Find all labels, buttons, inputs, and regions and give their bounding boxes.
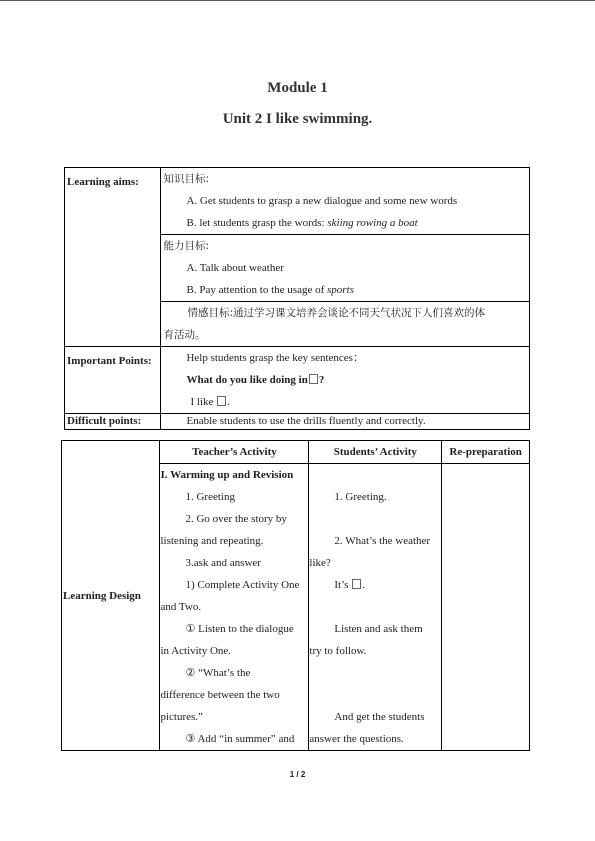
aims-table (64, 167, 530, 430)
student-line (309, 596, 441, 618)
student-line: Listen and ask them (334, 623, 423, 635)
student-line (309, 662, 441, 684)
page-number: 1 / 2 (289, 770, 306, 779)
important-points (161, 347, 530, 414)
ability-aims (161, 235, 530, 302)
teacher-activity-cell (160, 464, 309, 751)
student-line (309, 464, 441, 486)
learning-aims-label: Learning aims: (65, 168, 161, 347)
design-table (61, 440, 530, 751)
student-line: try to follow. (309, 645, 367, 657)
important-line-2: What do you like doing in ? (186, 374, 325, 386)
emotion-line-1: 情感目标:通过学习课文培养会谈论不同天气状况下人们喜欢的体 (187, 307, 486, 319)
student-line (309, 684, 441, 706)
important-line-3: I like . (190, 396, 230, 408)
teacher-line: ② “What’s the (185, 667, 251, 679)
student-line: 1. Greeting. (334, 491, 387, 503)
re-preparation-header: Re-preparation (442, 441, 530, 464)
knowledge-title: 知识目标: (163, 173, 210, 185)
teacher-line: ③ Add “in summer” and (185, 733, 295, 745)
ability-a: A. Talk about weather (186, 262, 284, 274)
important-line-1: Help students grasp the key sentences： (186, 352, 364, 364)
emotion-line-2: 育活动。 (163, 329, 206, 341)
teacher-line: and Two. (160, 601, 202, 613)
teacher-line: in Activity One. (160, 645, 232, 657)
teacher-line: I. Warming up and Revision (160, 469, 294, 481)
ability-title: 能力目标: (163, 240, 210, 252)
teacher-line: 3.ask and answer (185, 557, 261, 569)
module-title: Module 1 (267, 80, 328, 96)
knowledge-b-words: skiing rowing a boat (327, 217, 418, 229)
emotion-aims (161, 302, 530, 347)
student-line: It’s . (334, 579, 365, 591)
knowledge-aims (161, 168, 530, 235)
teacher-line: listening and repeating. (160, 535, 264, 547)
teacher-activity-header: Teacher’s Activity (160, 441, 309, 464)
teacher-line: pictures.” (160, 711, 203, 723)
re-preparation-cell (442, 464, 530, 751)
difficult-points-label: Difficult points: (65, 414, 161, 430)
knowledge-b: B. let students grasp the words: skiing rowing a boat (186, 217, 418, 229)
learning-design-label: Learning Design (62, 441, 160, 751)
ability-b-word: sports (327, 284, 354, 296)
student-line: answer the questions. (309, 733, 404, 745)
teacher-line: ① Listen to the dialogue (185, 623, 294, 635)
top-rule (0, 0, 595, 1)
student-line: 2. What’s the weather (334, 535, 431, 547)
teacher-line: 2. Go over the story by (185, 513, 287, 525)
student-line: And get the students (334, 711, 425, 723)
unit-title: Unit 2 I like swimming. (222, 111, 373, 127)
teacher-line: difference between the two (160, 689, 280, 701)
ability-b: B. Pay attention to the usage of sports (186, 284, 354, 296)
teacher-line: 1. Greeting (185, 491, 235, 503)
difficult-points-text: Enable students to use the drills fluently and correctly. (161, 414, 530, 430)
student-line: like? (309, 557, 331, 569)
students-activity-header: Students’ Activity (309, 441, 442, 464)
teacher-line: 1) Complete Activity One (185, 579, 300, 591)
students-activity-cell (309, 464, 442, 751)
student-line (309, 508, 441, 530)
knowledge-a: A. Get students to grasp a new dialogue and some new words (186, 195, 458, 207)
important-points-label: Important Points: (65, 347, 161, 414)
